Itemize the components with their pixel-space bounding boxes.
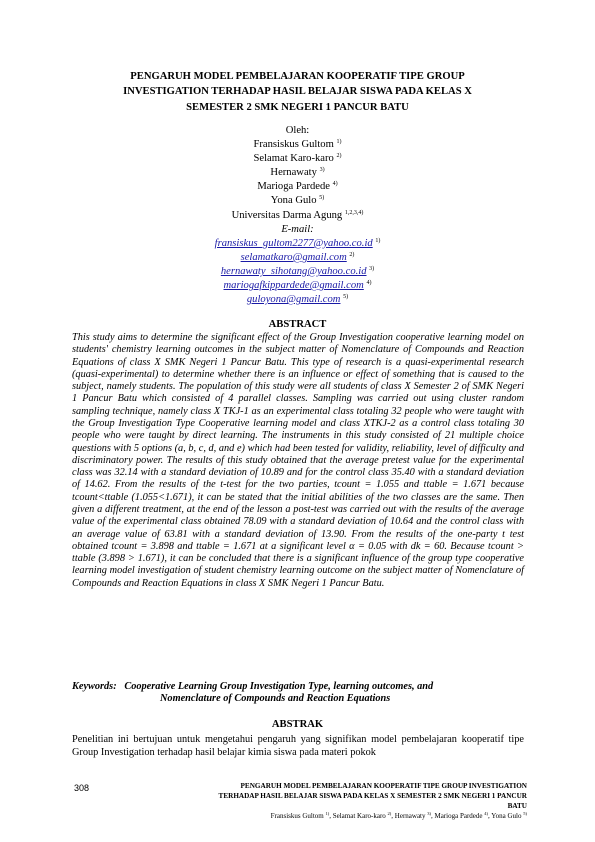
footer-title-line-1: PENGARUH MODEL PEMBELAJARAN KOOPERATIF TIPE GROUP INVESTIGATION bbox=[240, 782, 527, 790]
abstract-body: This study aims to determine the significant effect of the Group Investigation cooperative learning model on students' chemistry learning outcomes in the subject matter of Nomenclature of Compounds and Reaction Equations of class X SMK Negeri 1 Pancur Batu. This type of research is a quasi-experimental research (quasi-experimental) to determine whether there is an influence or effect of something that is caused to the subject, namely students. The population of this study were all students of class X Semester 2 of SMK Negeri 1 Pancur Batu which consisted of 4 parallel classes. Sampling was carried out using cluster random sampling technique, namely class X TKJ-1 as an experimental class totaling 32 people who were taught with the Group Investigation Type Cooperative learning model and class XTKJ-2 as a control class totaling 30 people who were taught by direct learning. The instruments in this study consisted of 21 multiple choice questions with 5 options (a, b, c, d, and e) which had been tested for validity, reliability, level of difficulty and discriminatory power. The results of this study obtained that the average pretest value for the experimental class was 32.14 with a standard deviation of 10.89 and for the control class 35.40 with a standard deviation of 14.62. From the results of the t-test for the two parties, tcount = 1.055 and ttable = 1.671 because tcount<ttable (1.055<1.671), it can be stated that the initial abilities of the two classes are the same. Then given a different treatment, at the end of the lesson a post-test was carried out with the results of the average value of the experimental class obtained 78.09 with a standard deviation of 10.64 and the control class with an average value of 63.81 with a standard deviation of 13.90. From the results of the one-party t test obtained tcount = 3.898 and ttable = 1.671 at a significant level α = 0.05 with dk = 60. Because tcount > ttable (3.898 > 1.671), it can be concluded that there is a significant influence of the group type cooperative learning model investigation of student chemistry learning outcome on the subject matter of Nomenclature of Compounds and Reaction Equations in class X SMK Negeri 1 Pancur Batu. bbox=[72, 332, 524, 589]
affiliation bbox=[100, 209, 495, 223]
email-sup: 1) bbox=[375, 237, 381, 244]
running-footer-title bbox=[127, 781, 527, 811]
abstrak-body: Penelitian ini bertujuan untuk mengetahui pengaruh yang signifikan model pembelajaran kooperatif tipe Group Investigation terhadap hasil belajar kimia siswa pada materi pokok bbox=[72, 734, 524, 759]
footer-author-sup: 3) bbox=[427, 811, 432, 816]
title-line-2: INVESTIGATION TERHADAP HASIL BELAJAR SISWA PADA KELAS X bbox=[123, 86, 472, 98]
keywords-text-1: Cooperative Learning Group Investigation Type, learning outcomes, and bbox=[124, 681, 434, 692]
footer-title-line-3: BATU bbox=[507, 802, 527, 810]
abstract-heading: ABSTRACT bbox=[268, 319, 327, 330]
affiliation-name: Universitas Darma Agung bbox=[231, 209, 343, 221]
title-line-1: PENGARUH MODEL PEMBELAJARAN KOOPERATIF TIPE GROUP bbox=[130, 71, 465, 82]
email-line-4 bbox=[100, 279, 495, 293]
footer-author-sup: 1) bbox=[325, 811, 330, 816]
email-link[interactable]: fransiskus_gultom2277@yahoo.co.id bbox=[214, 237, 373, 249]
email-link[interactable]: mariogafkippardede@gmail.com bbox=[223, 280, 364, 292]
author-2 bbox=[100, 152, 495, 166]
author-5 bbox=[100, 194, 495, 208]
author-name: Fransiskus Gultom bbox=[253, 139, 334, 151]
author-name: Selamat Karo-karo bbox=[253, 153, 334, 165]
author-sup: 3) bbox=[319, 167, 325, 174]
author-4 bbox=[100, 180, 495, 194]
footer-separator: , bbox=[488, 812, 492, 820]
by-label: Oleh: bbox=[285, 125, 310, 136]
email-link[interactable]: hernawaty_sihotang@yahoo.co.id bbox=[220, 265, 367, 277]
paper-title bbox=[70, 69, 525, 115]
footer-author-name: Fransiskus Gultom bbox=[270, 812, 324, 820]
email-sup: 4) bbox=[366, 280, 372, 287]
email-link[interactable]: selamatkaro@gmail.com bbox=[240, 251, 347, 263]
email-link[interactable]: guloyona@gmail.com bbox=[246, 294, 341, 306]
footer-author-name: Hernawaty bbox=[394, 812, 426, 820]
author-sup: 4) bbox=[332, 181, 338, 188]
author-3 bbox=[100, 166, 495, 180]
author-sup: 2) bbox=[336, 153, 342, 160]
email-label: E-mail: bbox=[281, 223, 314, 235]
email-line-3 bbox=[100, 265, 495, 279]
keywords bbox=[72, 681, 524, 706]
footer-author-sup: 5) bbox=[523, 811, 527, 816]
footer-author-sup: 2) bbox=[387, 811, 392, 816]
email-line-5 bbox=[100, 293, 495, 307]
email-line-2 bbox=[100, 251, 495, 265]
author-sup: 1) bbox=[336, 139, 342, 146]
footer-separator: , bbox=[391, 812, 395, 820]
keywords-line-2: Nomenclature of Compounds and Reaction Equations bbox=[160, 693, 391, 705]
email-sup: 3) bbox=[369, 265, 375, 272]
footer-title-line-2: TERHADAP HASIL BELAJAR SISWA PADA KELAS X SEMESTER 2 SMK NEGERI 1 PANCUR bbox=[218, 792, 527, 800]
affiliation-sup: 1,2,3,4) bbox=[344, 209, 364, 216]
running-footer-authors bbox=[107, 812, 527, 821]
keywords-label: Keywords: bbox=[72, 681, 117, 692]
keywords-line-1 bbox=[72, 681, 524, 693]
footer-separator: , bbox=[329, 812, 333, 820]
author-sup: 5) bbox=[319, 195, 325, 202]
email-line-1 bbox=[100, 237, 495, 251]
author-1 bbox=[100, 138, 495, 152]
email-sup: 2) bbox=[349, 251, 355, 258]
footer-author-name: Selamat Karo-karo bbox=[332, 812, 386, 820]
author-name: Hernawaty bbox=[270, 167, 317, 179]
author-block bbox=[100, 124, 495, 307]
page-number: 308 bbox=[74, 783, 90, 793]
author-name: Marioga Pardede bbox=[257, 181, 330, 193]
email-sup: 5) bbox=[343, 294, 349, 301]
title-line-3: SEMESTER 2 SMK NEGERI 1 PANCUR BATU bbox=[186, 101, 409, 113]
author-name: Yona Gulo bbox=[270, 195, 317, 207]
footer-separator: , bbox=[431, 812, 435, 820]
footer-author-name: Marioga Pardede bbox=[434, 812, 483, 820]
footer-author-name: Yona Gulo bbox=[491, 812, 522, 820]
footer-author-sup: 4) bbox=[484, 811, 489, 816]
abstrak-heading: ABSTRAK bbox=[271, 719, 324, 730]
